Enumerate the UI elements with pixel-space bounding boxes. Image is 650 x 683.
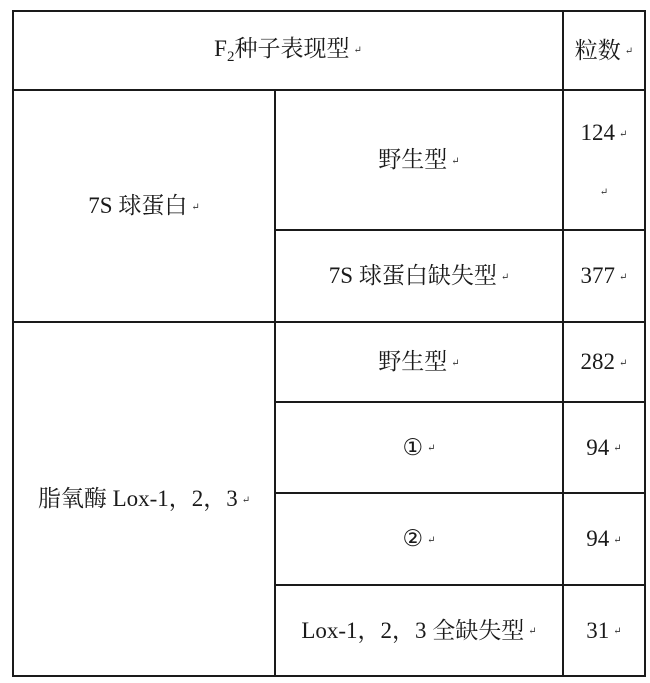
group-label-7s: 7S 球蛋白 xyxy=(88,193,188,219)
phenotype-text: ① xyxy=(402,434,424,460)
phenotype-text: Lox-1，2，3 全缺失型 xyxy=(301,617,525,643)
count-text: 94 xyxy=(586,434,610,460)
paragraph-mark: ↵ xyxy=(500,271,510,283)
count-cell xyxy=(563,585,645,676)
group-label-cell xyxy=(13,90,275,322)
phenotype-cell xyxy=(275,230,563,322)
paragraph-mark: ↵ xyxy=(624,46,634,58)
phenotype-text: 野生型 xyxy=(378,349,448,375)
count-header-cell xyxy=(563,11,645,90)
paragraph-mark: ↵ xyxy=(599,186,609,198)
phenotype-table xyxy=(12,10,646,677)
paragraph-mark: ↵ xyxy=(619,357,628,369)
table-row xyxy=(13,90,645,230)
count-cell xyxy=(563,402,645,493)
count-text: 31 xyxy=(586,617,610,643)
paragraph-mark: ↵ xyxy=(619,128,628,140)
phenotype-text: 7S 球蛋白缺失型 xyxy=(328,263,497,289)
phenotype-header-prefix: F xyxy=(214,36,227,61)
count-cell xyxy=(563,90,645,230)
count-cell xyxy=(563,493,645,585)
paragraph-mark: ↵ xyxy=(613,626,622,638)
phenotype-cell xyxy=(275,493,563,585)
phenotype-cell xyxy=(275,322,563,402)
count-header-text: 粒数 xyxy=(574,37,621,63)
paragraph-mark: ↵ xyxy=(451,357,460,369)
paragraph-mark: ↵ xyxy=(619,271,628,283)
phenotype-text: 野生型 xyxy=(378,147,448,173)
paragraph-mark: ↵ xyxy=(353,44,362,56)
count-text: 124 xyxy=(580,120,616,145)
phenotype-header-cell xyxy=(13,11,563,90)
paragraph-mark: ↵ xyxy=(451,155,460,167)
phenotype-header-text: 种子表现型 xyxy=(234,36,350,61)
group-label-cell xyxy=(13,322,275,676)
phenotype-cell xyxy=(275,90,563,230)
paragraph-mark: ↵ xyxy=(613,443,622,455)
phenotype-text: ② xyxy=(402,526,424,552)
paragraph-mark: ↵ xyxy=(191,201,200,213)
paragraph-mark: ↵ xyxy=(613,534,622,546)
header-row xyxy=(13,11,645,90)
paragraph-mark: ↵ xyxy=(427,443,436,455)
paragraph-mark: ↵ xyxy=(241,494,251,506)
table-row xyxy=(13,322,645,402)
phenotype-cell xyxy=(275,585,563,676)
phenotype-cell xyxy=(275,402,563,493)
count-cell xyxy=(563,230,645,322)
paragraph-mark: ↵ xyxy=(427,534,436,546)
count-cell xyxy=(563,322,645,402)
count-text: 94 xyxy=(586,526,610,552)
paragraph-mark: ↵ xyxy=(528,626,537,638)
count-text: 377 xyxy=(580,263,616,289)
count-text: 282 xyxy=(580,349,616,375)
group-label-lox: 脂氧酶 Lox-1，2，3 xyxy=(37,486,238,512)
phenotype-header-subscript: 2 xyxy=(226,49,235,65)
